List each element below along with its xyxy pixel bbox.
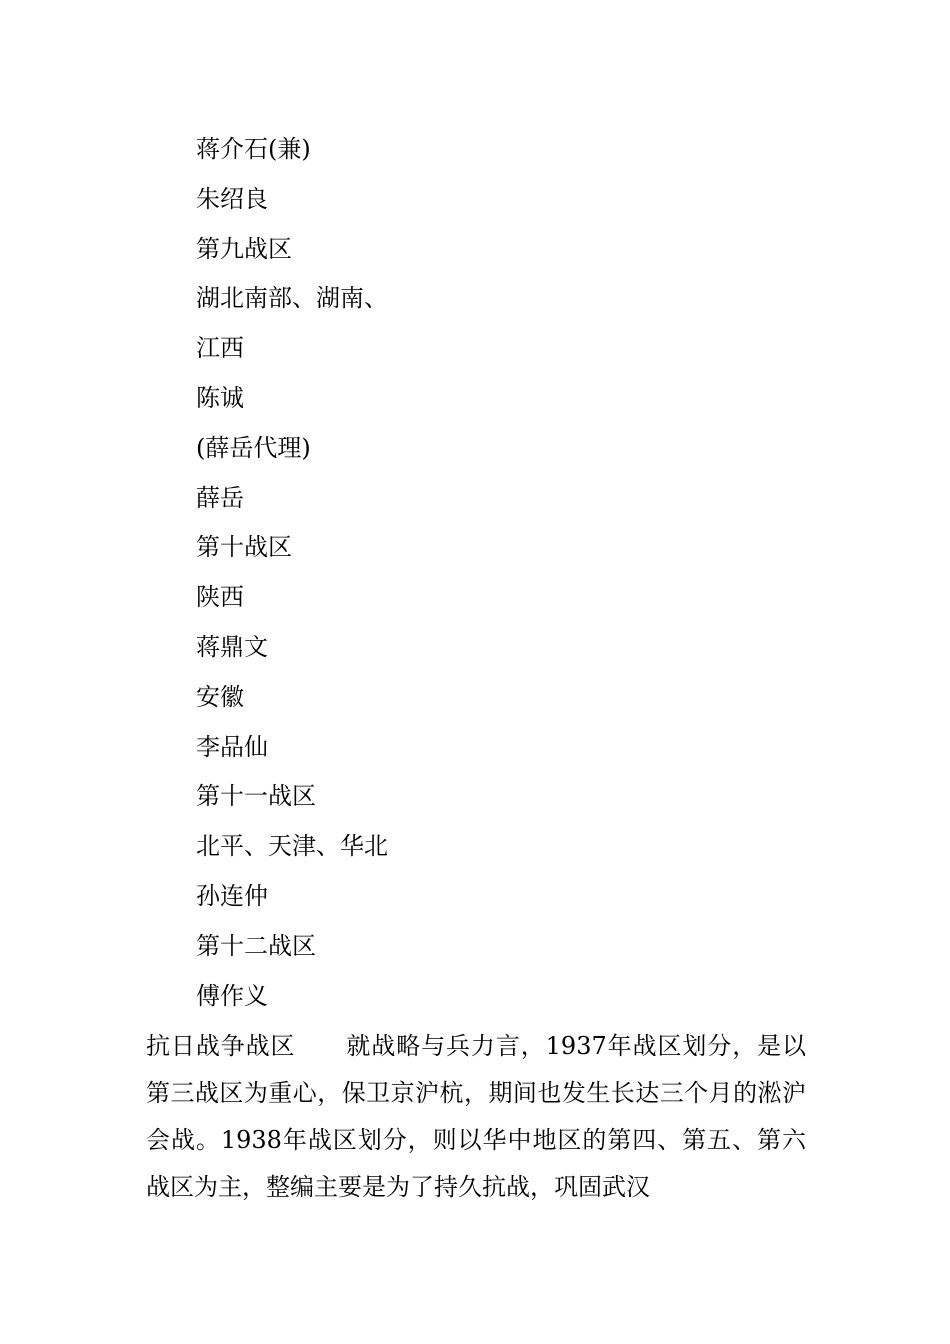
text-line: 第十一战区: [196, 782, 316, 811]
text-line: 安徽: [196, 682, 244, 711]
text-line: 陈诚: [196, 383, 244, 412]
paragraph-heading: 抗日战争战区: [146, 1032, 296, 1060]
text-line: 江西: [196, 334, 244, 363]
text-line: 陕西: [196, 583, 244, 612]
text-line: 湖北南部、湖南、: [196, 284, 388, 313]
text-line: 第十战区: [196, 533, 292, 562]
paragraph-body: 就战略与兵力言，1937年战区划分，是以第三战区为重心，保卫京沪杭，期间也发生长达三个月的淞沪会战。1938年战区划分，则以华中地区的第四、第五、第六战区为主，整编主要是为了持久抗战，巩固武汉: [146, 1032, 807, 1201]
text-line: 蒋鼎文: [196, 632, 268, 661]
text-line: 第九战区: [196, 234, 292, 263]
text-line: (薛岳代理): [196, 433, 311, 462]
table-text-lines: [196, 129, 388, 1025]
text-line: 薛岳: [196, 483, 244, 512]
text-line: 朱绍良: [196, 184, 268, 213]
text-line: 孙连仲: [196, 881, 268, 910]
text-line: 第十二战区: [196, 931, 316, 960]
text-line: 北平、天津、华北: [196, 832, 388, 861]
text-line: 蒋介石(兼): [196, 135, 311, 163]
text-line: 李品仙: [196, 732, 268, 761]
body-paragraph: [146, 1023, 806, 1211]
text-line: 傅作义: [196, 981, 268, 1010]
